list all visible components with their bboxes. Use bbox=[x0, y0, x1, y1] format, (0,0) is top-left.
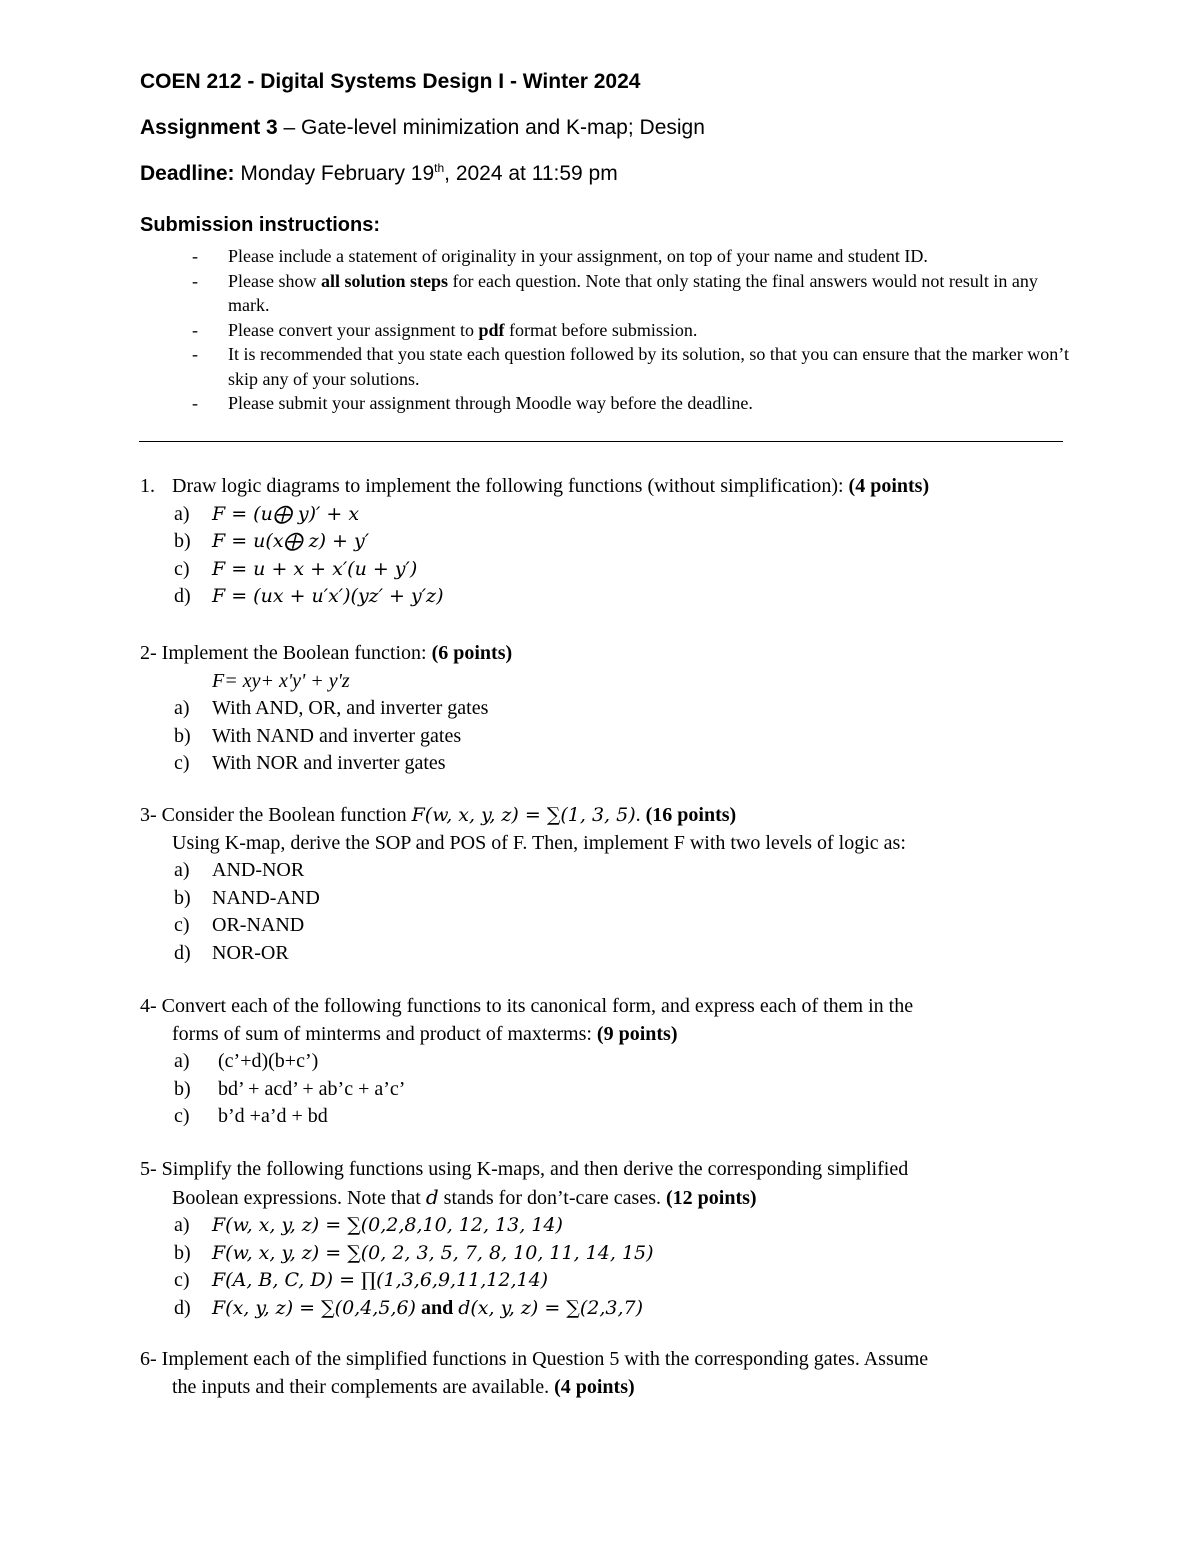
list-item: - It is recommended that you state each question followed by its solution, so that you can ensure that the marker won’t skip any of your solutions. bbox=[192, 344, 1069, 389]
points: (4 points) bbox=[848, 475, 930, 497]
list-item: - Please show all solution steps for each question. Note that only stating the final answers would not result in any mark. bbox=[192, 270, 1038, 315]
list-item: d) F(x, y, z) = ∑(0,4,5,6) and d(x, y, z) = ∑(2,3,7) bbox=[174, 1296, 644, 1319]
points: (12 points) bbox=[665, 1186, 757, 1209]
list-item: a) F(w, x, y, z) = ∑(0,2,8,10, 12, 13, 14) bbox=[174, 1214, 563, 1236]
list-item: a) (c’+d)(b+c’) bbox=[174, 1050, 319, 1072]
horizontal-divider bbox=[139, 441, 1063, 442]
list-item: b) F(w, x, y, z) = ∑(0, 2, 3, 5, 7, 8, 10, 11, 14, 15) bbox=[174, 1241, 654, 1264]
list-item: b) bd’ + acd’ + ab’c + a’c’ bbox=[174, 1077, 406, 1100]
course-title: COEN 212 - Digital Systems Design I - Winter 2024 bbox=[140, 70, 641, 93]
question-6: 6- Implement each of the simplified functions in Question 5 with the corresponding gates. Assume the inputs and their complements are available. (4 points) bbox=[140, 1348, 929, 1398]
list-item: c) With NOR and inverter gates bbox=[174, 752, 446, 774]
formula: F(w, x, y, z) = ∑(1, 3, 5) bbox=[411, 804, 636, 826]
question-number: 1. bbox=[140, 475, 155, 497]
assignment-label: Assignment 3 bbox=[140, 116, 278, 139]
submission-title: Submission instructions: bbox=[140, 214, 381, 236]
list-item: c) OR-NAND bbox=[174, 914, 305, 936]
deadline-label: Deadline: bbox=[140, 162, 235, 185]
list-item: a) AND-NOR bbox=[174, 859, 305, 881]
deadline-sup: th bbox=[434, 161, 445, 175]
deadline-line bbox=[140, 161, 618, 186]
list-item: d) NOR-OR bbox=[174, 941, 289, 964]
question-2: 2- Implement the Boolean function: (6 points) F= xy+ x'y' + y'z a) With AND, OR, and inverter gates b) With NAND and inverter gates c) With NOR and inverter gates bbox=[140, 640, 1075, 778]
deadline-value-post: , 2024 at 11:59 pm bbox=[444, 162, 618, 185]
list-item: d) F = (ux + u′x′)(yz′ + y′z) bbox=[174, 585, 444, 607]
list-item: c) F(A, B, C, D) = ∏(1,3,6,9,11,12,14) bbox=[174, 1269, 549, 1291]
list-item: b) F = u(x⨁ z) + y′ bbox=[174, 530, 370, 552]
list-item: c) b’d +a’d + bd bbox=[174, 1105, 328, 1127]
points: (9 points) bbox=[596, 1022, 678, 1045]
question-1: 1. Draw logic diagrams to implement the following functions (without simplification): (4 points) a) F = (u⨁ y)′ + x b) F = u(x⨁ z) + y′ c) F = u + x + x′(u + y′) d) F = (ux + u′x′)(yz′ + y′z) bbox=[140, 473, 1075, 611]
list-item: - Please convert your assignment to pdf format before submission. bbox=[192, 319, 698, 340]
question-5: 5- Simplify the following functions using K-maps, and then derive the corresponding simplified Boolean expressions. Note that d stands for don’t-care cases. (12 points) a) F(w, x, y, z) = ∑(0,2,8,10, 12, 13, 14) b) F(w, x, y, z) = ∑(0, 2, 3, 5, 7, 8, 10, 11, 14, 15) c) F(A, B, C, D) = ∏(1,3,6,9,11,12,14) d) F(x, y, z) = ∑(0,4,5,6) and d(x, y, z) = ∑(2,3,7) bbox=[140, 1156, 1075, 1322]
points: (16 points) bbox=[645, 804, 737, 826]
question-4: 4- Convert each of the following functions to its canonical form, and express each of them in the forms of sum of minterms and product of maxterms: (9 points) a) (c’+d)(b+c’) b) bd’ + acd’ + ab’c + a’c’ c) b’d +a’d + bd bbox=[140, 993, 1075, 1131]
list-item: c) F = u + x + x′(u + y′) bbox=[174, 557, 418, 580]
question-3: 3- Consider the Boolean function F(w, x, y, z) = ∑(1, 3, 5). (16 points) Using K-map, derive the SOP and POS of F. Then, implement F with two levels of logic as: a) AND-NOR b) NAND-AND c) OR-NAND d) NOR-OR bbox=[140, 802, 1075, 967]
formula: F= xy+ x'y' + y'z bbox=[212, 669, 350, 692]
list-item: a) F = (u⨁ y)′ + x bbox=[174, 502, 360, 525]
list-item: a) With AND, OR, and inverter gates bbox=[174, 697, 489, 719]
assignment-line bbox=[140, 116, 705, 140]
list-item: - Please submit your assignment through Moodle way before the deadline. bbox=[192, 393, 753, 413]
submission-list bbox=[140, 244, 1070, 416]
assignment-topic: – Gate-level minimization and K-map; Design bbox=[277, 116, 705, 139]
deadline-value: Monday February 19 bbox=[234, 162, 435, 185]
points: (6 points) bbox=[431, 642, 513, 664]
points: (4 points) bbox=[554, 1375, 635, 1398]
list-item: - Please include a statement of originality in your assignment, on top of your name and student ID. bbox=[192, 246, 928, 266]
list-item: b) With NAND and inverter gates bbox=[174, 724, 462, 747]
list-item: b) NAND-AND bbox=[174, 886, 320, 909]
